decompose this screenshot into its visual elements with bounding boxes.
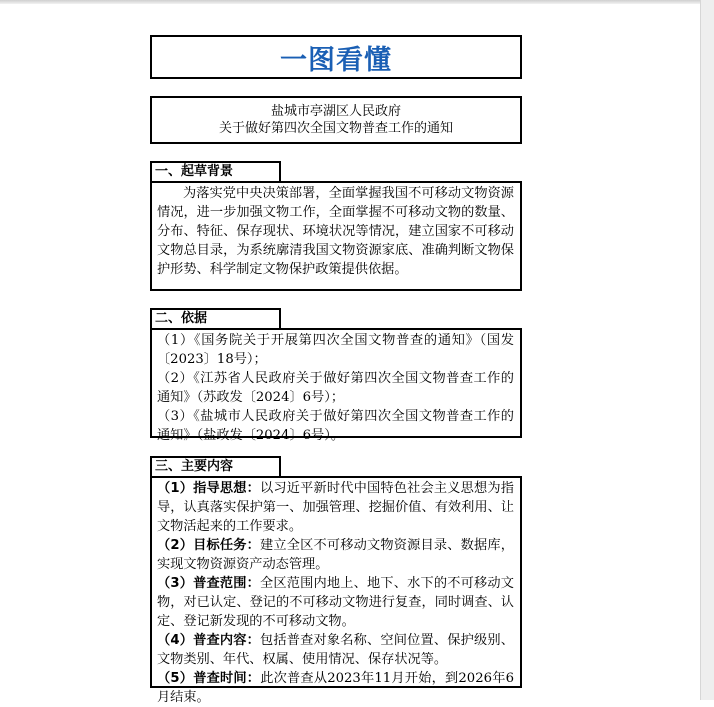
content-item-scope xyxy=(157,574,514,631)
content-item-contents xyxy=(157,631,514,669)
section-body-basis xyxy=(150,328,522,443)
item-key: （5）普查时间： xyxy=(157,671,261,686)
item-text: 建立全区不可移动文物资源目录、数据库，实现文物资源资产动态管理。 xyxy=(157,538,514,572)
content-item-guiding-ideology xyxy=(157,479,514,536)
item-text: 包括普查对象名称、空间位置、保护级别、文物类别、年代、权属、使用情况、保存状况等。 xyxy=(157,633,514,667)
item-key: （2）目标任务： xyxy=(157,538,261,553)
title-box xyxy=(150,35,522,79)
section-heading-content: 三、主要内容 xyxy=(150,456,281,478)
item-text: 全区范围内地上、地下、水下的不可移动文物，对已认定、登记的不可移动文物进行复查，同时调查、认定、登记新发现的不可移动文物。 xyxy=(157,576,514,629)
document-header-box xyxy=(150,96,522,144)
page-title: 一图看懂 xyxy=(280,44,392,76)
background-paragraph: 为落实党中央决策部署，全面掌握我国不可移动文物资源情况，进一步加强文物工作，全面掌握不可移动文物的数量、分布、特征、保存现状、环境状况等情况，建立国家不可移动文物总目录，为系统廓清我国文物资源家底、准确判断文物保护形势、科学制定文物保护政策提供依据。 xyxy=(157,186,514,277)
item-key: （3）普查范围： xyxy=(157,576,261,591)
item-key: （1）指导思想： xyxy=(157,481,261,496)
subject-line: 关于做好第四次全国文物普查工作的通知 xyxy=(218,121,453,136)
content-item-timeline xyxy=(157,669,514,707)
content-item-objectives xyxy=(157,536,514,574)
item-text: 此次普查从2023年11月开始，到2026年6月结束。 xyxy=(157,671,514,705)
item-key: （4）普查内容： xyxy=(157,633,261,648)
issuer-line: 盐城市亭湖区人民政府 xyxy=(270,104,401,119)
basis-item: （3）《盐城市人民政府关于做好第四次全国文物普查工作的通知》（盐政发〔2024〕6号）。 xyxy=(157,409,514,443)
basis-item: （1）《国务院关于开展第四次全国文物普查的通知》（国发〔2023〕18号）； xyxy=(157,333,514,367)
basis-item: （2）《江苏省人民政府关于做好第四次全国文物普查工作的通知》（苏政发〔2024〕6号）； xyxy=(157,371,514,405)
section-body-content xyxy=(150,476,522,705)
section-heading-basis: 二、依据 xyxy=(150,308,281,330)
section-heading-background: 一、起草背景 xyxy=(150,161,281,183)
item-text: 以习近平新时代中国特色社会主义思想为指导，认真落实保护第一、加强管理、挖掘价值、有效利用、让文物活起来的工作要求。 xyxy=(157,481,514,534)
top-edge xyxy=(0,0,714,4)
right-scrollbar-track[interactable] xyxy=(700,0,714,700)
section-body-background xyxy=(150,181,522,291)
